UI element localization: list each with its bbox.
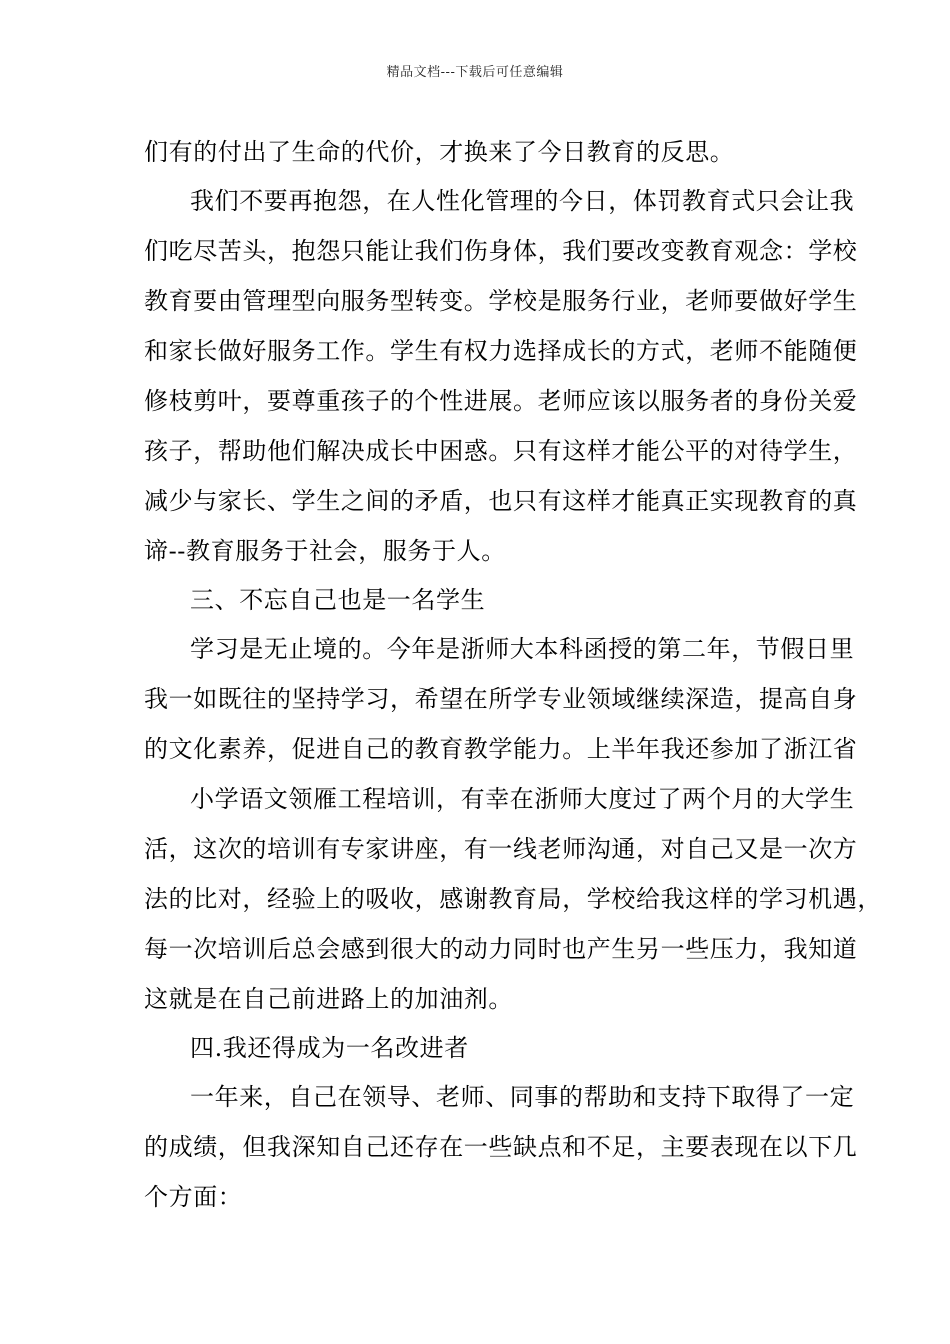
paragraph-first-line: 我们不要再抱怨，在人性化管理的今日，体罚教育式只会让我 [190, 187, 855, 215]
text-line: 活，这次的培训有专家讲座，有一线老师沟通，对自己又是一次方 [144, 835, 858, 863]
page-header: 精品文档---下载后可任意编辑 [386, 65, 564, 80]
paragraph-first-line: 小学语文领雁工程培训，有幸在浙师大度过了两个月的大学生 [190, 785, 855, 813]
paragraph-first-line: 一年来，自己在领导、老师、同事的帮助和支持下取得了一定 [190, 1083, 855, 1111]
text-line: 这就是在自己前进路上的加油剂。 [144, 985, 513, 1013]
section-heading: 四.我还得成为一名改进者 [190, 1034, 469, 1062]
section-heading: 三、不忘自己也是一名学生 [190, 586, 486, 614]
text-line: 法的比对，经验上的吸收，感谢教育局，学校给我这样的学习机遇， [144, 885, 882, 913]
text-line: 的文化素养，促进自己的教育教学能力。上半年我还参加了浙江省 [144, 735, 858, 763]
text-line: 修枝剪叶，要尊重孩子的个性进展。老师应该以服务者的身份关爱 [144, 387, 858, 415]
text-line: 每一次培训后总会感到很大的动力同时也产生另一些压力，我知道 [144, 935, 858, 963]
text-line: 我一如既往的坚持学习，希望在所学专业领域继续深造，提高自身 [144, 685, 858, 713]
text-line: 孩子，帮助他们解决成长中困惑。只有这样才能公平的对待学生， [144, 437, 858, 465]
text-line: 的成绩，但我深知自己还存在一些缺点和不足，主要表现在以下几 [144, 1133, 858, 1161]
text-line: 减少与家长、学生之间的矛盾，也只有这样才能真正实现教育的真 [144, 487, 858, 515]
text-line: 们吃尽苦头，抱怨只能让我们伤身体，我们要改变教育观念：学校 [144, 237, 858, 265]
text-line: 和家长做好服务工作。学生有权力选择成长的方式，老师不能随便 [144, 337, 858, 365]
text-line: 谛--教育服务于社会，服务于人。 [144, 537, 506, 565]
paragraph-first-line: 学习是无止境的。今年是浙师大本科函授的第二年，节假日里 [190, 635, 855, 663]
text-line: 个方面： [144, 1183, 243, 1211]
text-line: 教育要由管理型向服务型转变。学校是服务行业，老师要做好学生 [144, 287, 858, 315]
text-line: 们有的付出了生命的代价，才换来了今日教育的反思。 [144, 138, 735, 166]
